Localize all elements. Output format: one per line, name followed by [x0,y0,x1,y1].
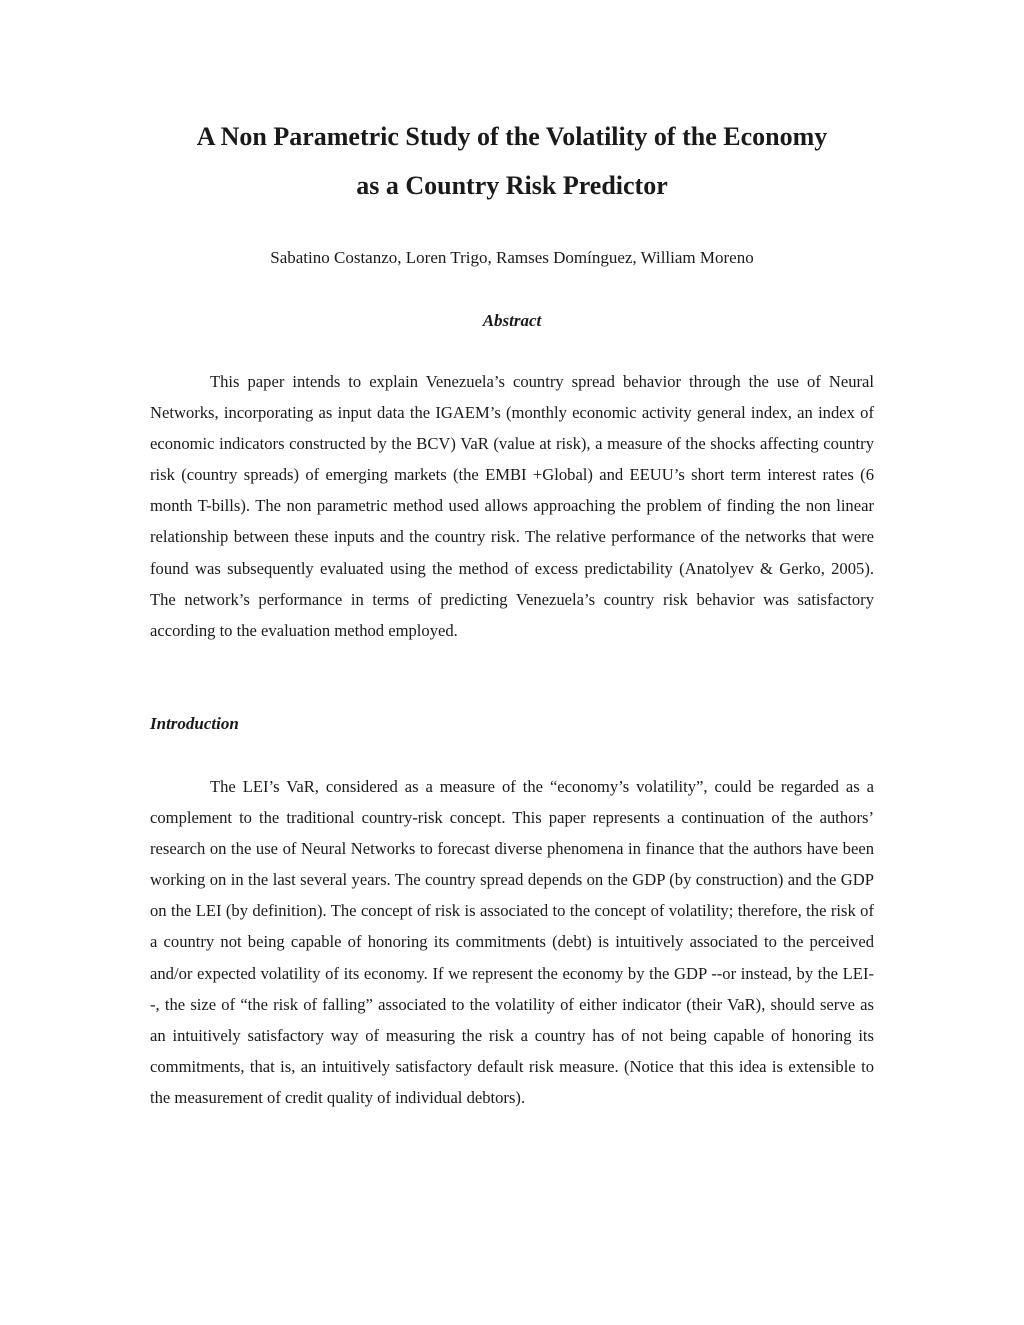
introduction-heading: Introduction [150,714,239,733]
abstract-paragraph: This paper intends to explain Venezuela’s country spread behavior through the use of Neural Networks, incorporating as input data the IGAEM’s (monthly economic activity general index, an index of economic indicators constructed by the BCV) VaR (value at risk), a measure of the shocks affecting country risk (country spreads) of emerging markets (the EMBI +Global) and EEUU’s short term interest rates (6 month T-bills). The non parametric method used allows approaching the problem of finding the non linear relationship between these inputs and the country risk. The relative performance of the networks that were found was subsequently evaluated using the method of excess predictability (Anatolyev & Gerko, 2005). The network’s performance in terms of predicting Venezuela’s country risk behavior was satisfactory according to the evaluation method employed. [150,372,874,640]
introduction-paragraph: The LEI’s VaR, considered as a measure of the “economy’s volatility”, could be regarded as a complement to the traditional country-risk concept. This paper represents a continuation of the authors’ research on the use of Neural Networks to forecast diverse phenomena in finance that the authors have been working on in the last several years. The country spread depends on the GDP (by construction) and the GDP on the LEI (by definition). The concept of risk is associated to the concept of volatility; therefore, the risk of a country not being capable of honoring its commitments (debt) is intuitively associated to the perceived and/or expected volatility of its economy. If we represent the economy by the GDP --or instead, by the LEI--, the size of “the risk of falling” associated to the volatility of either indicator (their VaR), should serve as an intuitively satisfactory way of measuring the risk a country has of not being capable of honoring its commitments, that is, an intuitively satisfactory default risk measure. (Notice that this idea is extensible to the measurement of credit quality of individual debtors). [150,777,874,1107]
paper-title-line-2: as a Country Risk Predictor [356,171,668,200]
paper-title-line-1: A Non Parametric Study of the Volatility of the Economy [196,122,828,151]
abstract-heading: Abstract [482,311,542,330]
author-list: Sabatino Costanzo, Loren Trigo, Ramses Domínguez, William Moreno [270,248,754,267]
